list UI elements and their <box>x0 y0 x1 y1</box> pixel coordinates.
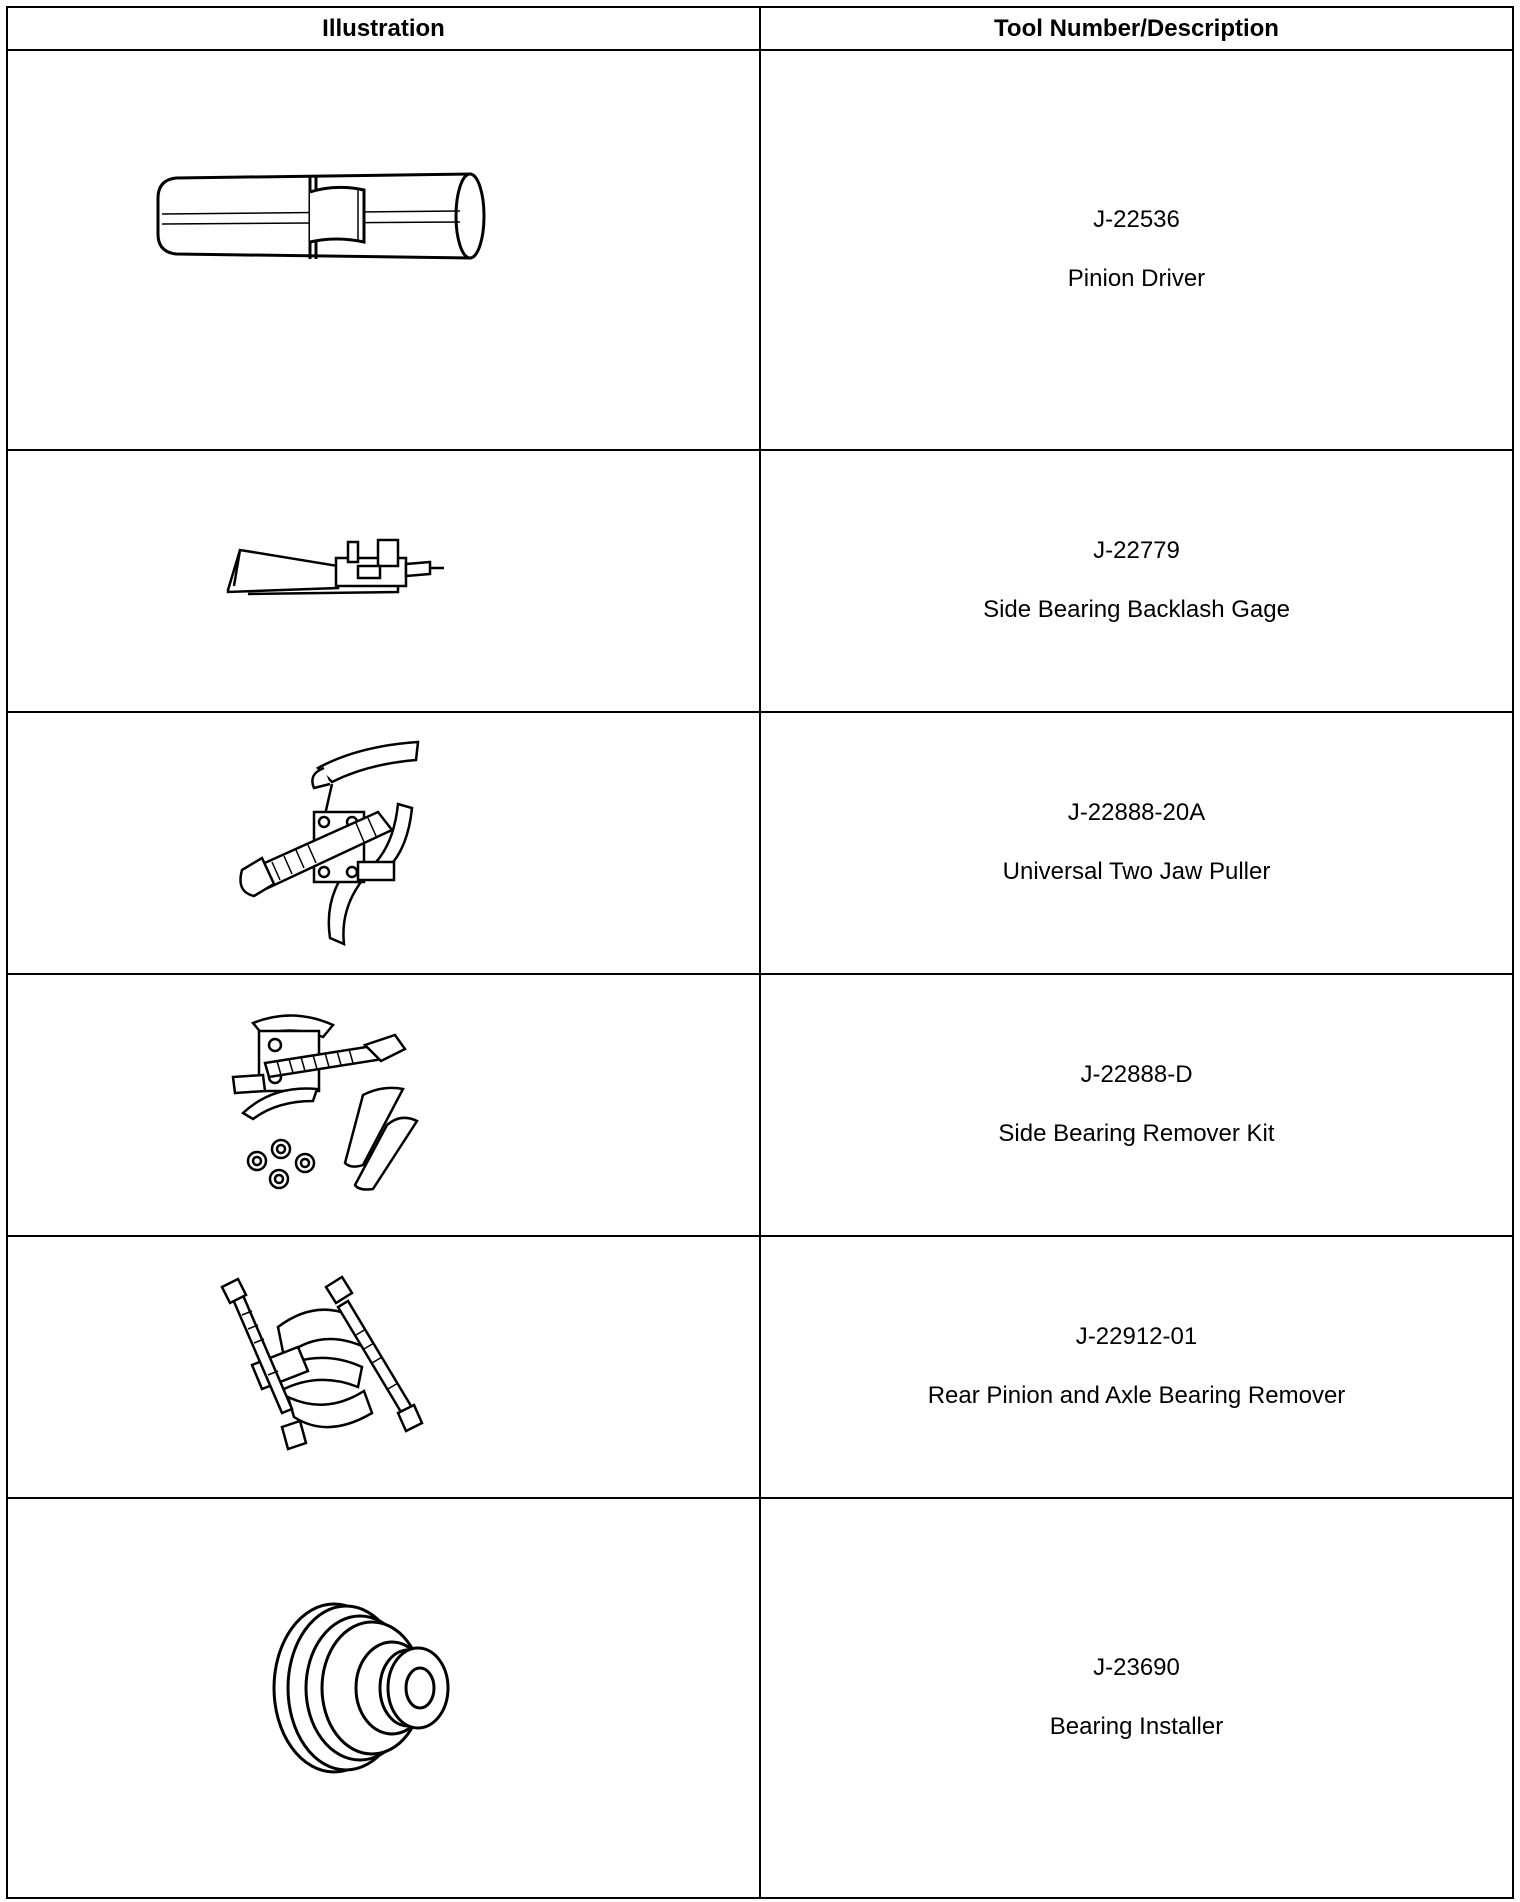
illustration-cell <box>7 50 760 450</box>
tool-description-cell <box>760 450 1513 712</box>
table-row <box>7 974 1513 1236</box>
tool-description-cell <box>760 50 1513 450</box>
table-row <box>7 50 1513 450</box>
illustration-cell <box>7 450 760 712</box>
tool-description-cell <box>760 712 1513 974</box>
tool-description-cell <box>760 1236 1513 1498</box>
illustration-cell <box>7 1236 760 1498</box>
two-jaw-puller-icon <box>228 738 448 948</box>
tool-number: J-22888-D <box>1080 1061 1193 1089</box>
table-row <box>7 1236 1513 1498</box>
tool-description-cell <box>760 1498 1513 1898</box>
tool-name: Side Bearing Backlash Gage <box>983 596 1290 623</box>
tool-name: Pinion Driver <box>1067 265 1206 292</box>
tool-description-cell <box>760 974 1513 1236</box>
axle-bearing-remover-icon <box>208 1267 448 1467</box>
pinion-driver-icon <box>148 134 528 274</box>
tool-number: J-22888-20A <box>1067 799 1206 827</box>
bearing-installer-icon <box>258 1598 478 1778</box>
header-illustration: Illustration <box>7 7 760 50</box>
table-row <box>7 450 1513 712</box>
tool-name: Bearing Installer <box>1049 1713 1224 1740</box>
table-row <box>7 712 1513 974</box>
tool-number: J-23690 <box>1093 1654 1180 1682</box>
illustration-cell <box>7 974 760 1236</box>
header-tool-description: Tool Number/Description <box>760 7 1513 50</box>
tool-name: Universal Two Jaw Puller <box>1002 858 1271 885</box>
tool-number: J-22912-01 <box>1075 1323 1198 1351</box>
special-tools-table <box>6 6 1514 1899</box>
tool-name: Side Bearing Remover Kit <box>998 1120 1275 1147</box>
table-row <box>7 1498 1513 1898</box>
illustration-cell <box>7 1498 760 1898</box>
tool-name: Rear Pinion and Axle Bearing Remover <box>927 1382 1346 1409</box>
backlash-gage-icon <box>218 536 448 606</box>
illustration-cell <box>7 712 760 974</box>
tool-number: J-22779 <box>1093 537 1180 565</box>
bearing-remover-kit-icon <box>213 1005 443 1205</box>
header-row <box>7 7 1513 50</box>
tool-number: J-22536 <box>1093 206 1180 234</box>
